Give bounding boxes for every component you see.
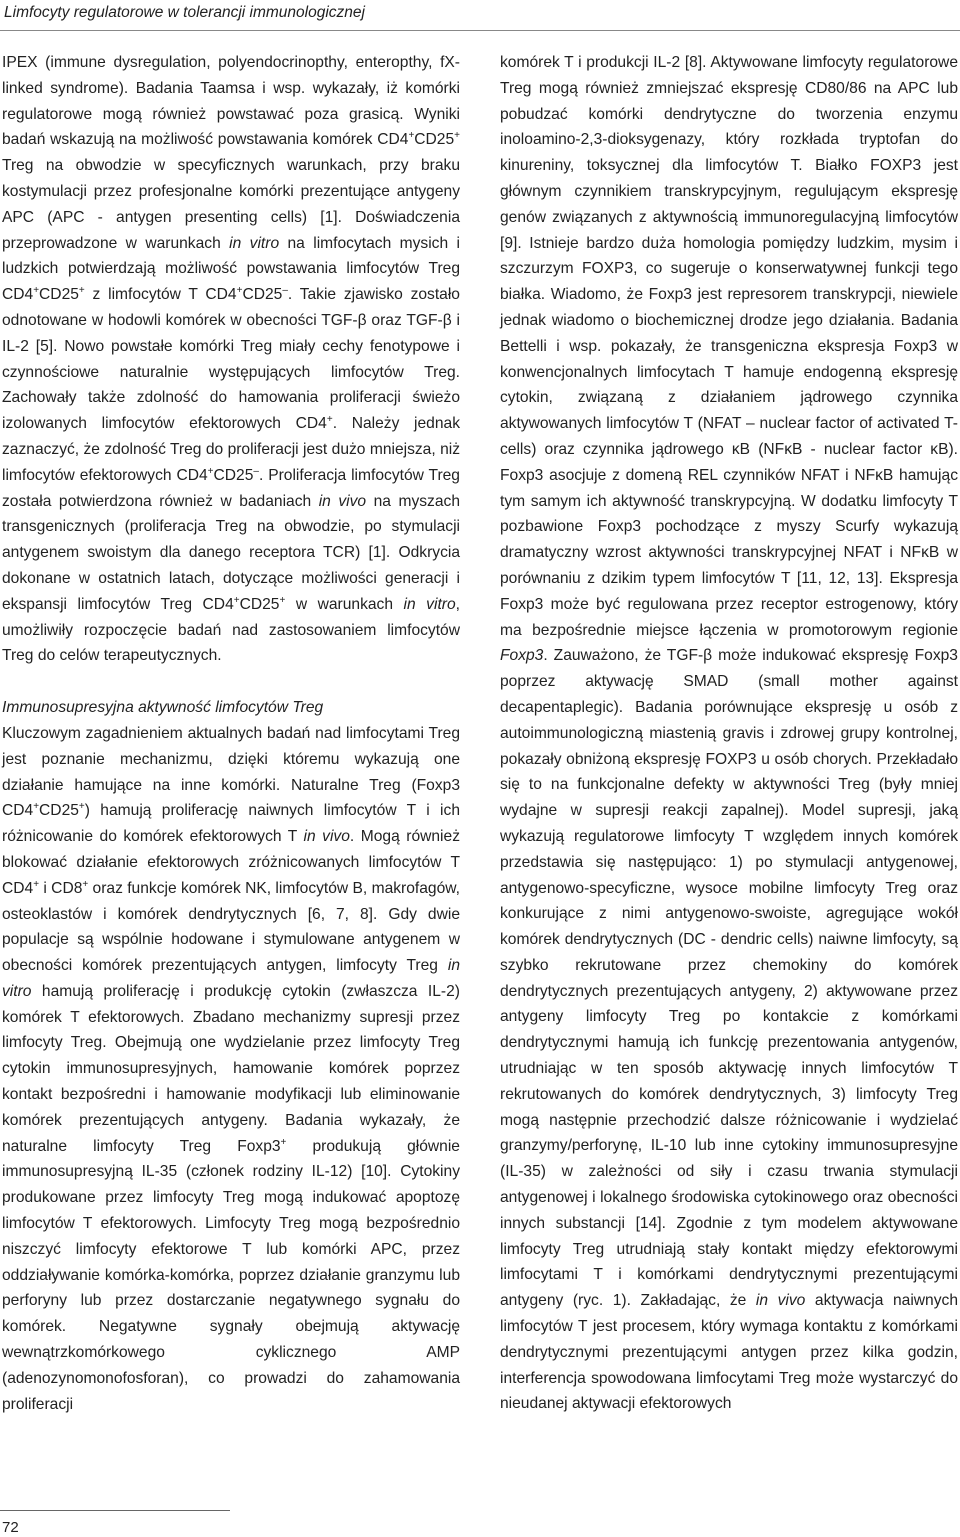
text-run: w warunkach (285, 595, 404, 613)
superscript-text: + (33, 878, 40, 890)
superscript-text: + (33, 284, 40, 296)
superscript-text: + (280, 1136, 287, 1148)
superscript-text: – (253, 465, 259, 477)
italic-text: in vivo (755, 1292, 806, 1310)
right-column (500, 50, 958, 1417)
superscript-text: + (207, 465, 214, 477)
text-run: produkują głównie immunosupresyjną IL-35 (członek rodziny IL-12) [10]. Cytokiny produkowane przez limfocyty Treg mogą indukować apoptozę limfocytów T efektorowych. Limfocyty Treg mogą bezpośrednio niszczyć limfocyty efektorowe T lub komórki APC, przez oddziaływanie komórka-komórka, poprzez działanie granzymu lub perforyny lub przez dostarczanie negatywnego sygnału do komórek. Negatywne sygnały obejmują aktywację wewnątrzkomórkowego cyklicznego AMP (adenozynomonofosforan), co prowadzi do zahamowania proliferacji (2, 1137, 460, 1413)
italic-text: Foxp3 (500, 647, 544, 665)
text-run: . Mogą również blokować działanie efektorowych zróżnicowanych limfocytów T CD4 (2, 828, 460, 897)
running-header: Limfocyty regulatorowe w tolerancji immunologicznej (4, 4, 365, 21)
text-run: na myszach transgenicznych (proliferacja Treg na obwodzie, po stymulacji antygenem swoistym dla danego receptora TCR) [1]. Odkrycia dokonane w ostatnich latach, dotyczące możliwości generacji i ekspansji limfocytów Treg CD4 (2, 492, 460, 613)
text-run: Treg na obwodzie w specyficznych warunkach, przy braku kostymulacji przez profesjonalne komórki prezentujące antygeny APC (APC - antygen presenting cells) [1]. Doświadczenia przeprowadzone w warunkach (2, 157, 460, 252)
text-run: . Zauważono, że TGF-β może indukować ekspresję Foxp3 poprzez aktywację SMAD (small mother against decapentaplegic). Badania porównujące ekspresję u osób z autoimmunologiczną miastenią gravis i zdrowej grupy kontrolnej, pokazały obniżoną ekspresję FOXP3 u osób chorych. Przekładało się to na funkcjonalne defekty w aktywności Treg (były mniej wydajne w supresji reakcji zapalnej). Model supresji, jaką wykazują regulatorowe limfocyty T względem innych komórek przedstawia się następująco: 1) po stymulacji antygenowej, antygenowo-specyficzne, wysoce mobilne limfocyty Treg oraz konkurujące z nimi antygenowo-swoiste, agregujące wokół komórek dendrytycznych (DC - dendric cells) naiwne limfocyty, są szybko rekrutowane przez chemokiny do komórek dendrytycznych prezentujących antygeny, 2) aktywowane przez antygeny limfocyty Treg po kontakcie z komórkami dendrytycznymi hamują ich funkcję prezentowania antygenów, utrudniając w ten sposób aktywację innych limfocytów T rekrutowanych do komórek dendrytycznych, 3) limfocyty Treg mogą następnie przechodzić dalsze różnicowanie i wydzielać granzymy/perforynę, IL-10 lub inne cytokiny immunosupresyjne (IL-35) w zależności od siły i czasu trwania stymulacji antygenowej i lokalnego środowiska cytokinowego oraz obecności innych substancji [14]. Zgodnie z tym modelem aktywowane limfocyty Treg utrudniają stały kontakt między efektorowymi limfocytami T i komórkami dendrytycznymi prezentującymi antygeny (ryc. 1). Zakładając, że (500, 647, 958, 1310)
superscript-text: + (78, 284, 85, 296)
text-run: ) hamują proliferację naiwnych limfocytów T i ich różnicowanie do komórek efektorowych T (2, 802, 460, 846)
superscript-text: + (82, 878, 89, 890)
text-run: CD25 (39, 286, 79, 304)
section-heading: Immunosupresyjna aktywność limfocytów Treg (2, 699, 324, 717)
italic-text: in vivo (303, 828, 350, 846)
text-run: na limfocytach mysich i ludzkich potwierdzają możliwość powstawania limfocytów Treg CD4 (2, 234, 460, 304)
text-run: Kluczowym zagadnieniem aktualnych badań nad limfocytami Treg jest poznanie mechanizmu, dzięki któremu wykazują one działanie hamujące na inne komórki. Naturalne Treg (Foxp3 CD4 (2, 724, 460, 820)
superscript-text: + (78, 801, 85, 813)
italic-text: in vitro (403, 595, 456, 613)
text-run: IPEX (immune dysregulation, polyendocrinopthy, enteropthy, fX-linked syndrome). Badania Taamsa i wsp. wykazały, iż komórki regulatorowe mogą również powstawać poza grasicą. Wyniki badań wskazują na możliwość powstawania komórek CD4 (2, 54, 460, 149)
body-paragraph (2, 50, 460, 669)
left-column (2, 50, 460, 1417)
superscript-text: + (233, 594, 240, 606)
text-run: CD25 (239, 595, 280, 613)
footer-rule (0, 1510, 230, 1511)
body-paragraph (500, 50, 958, 1417)
text-run: CD25 (414, 131, 455, 149)
text-run: CD25 (39, 802, 79, 820)
text-run: CD25 (213, 466, 254, 484)
header-rule (0, 30, 960, 31)
text-run: komórek T i produkcji IL-2 [8]. Aktywowane limfocyty regulatorowe Treg mogą również zmniejszać ekspresję CD80/86 na APC lub pobudzać komórki dendrytyczne do tworzenia enzymu inoloamino-2,3-dioksygenazy, który rozkłada tryptofan do kinureniny, toksycznej dla limfocytów T. Białko FOXP3 jest głównym czynnikiem transkrypcyjnym, regulującym ekspresję genów związanych z aktywnością immunoregulacyjną limfocytów [9]. Istnieje bardzo duża homologia pomiędzy ludzkim, mysim i szczurzym FOXP3, co sugeruje o konserwatywnej funkcji tego białka. Wiadomo, że Foxp3 jest represorem transkrypcji, niewiele jednak wiadomo o biochemicznej drodze jego działania. Badania Bettelli i wsp. pokazały, że transgeniczna ekspresja Foxp3 w konwencjonalnych limfocytach T hamuje endogenną ekspresję cytokin, związaną z działaniem jądrowego czynnika aktywowanych limfocytów T (NFAT – nuclear factor of activated T-cells) oraz czynnika jądrowego κB (NFκB - nuclear factor κB). Foxp3 asocjuje z domeną REL czynników NFAT i NFκB hamując tym samym ich aktywność transkrypcyjną. W dodatku limfocyty T pozbawione Foxp3 pochodzące z myszy Scurfy wykazują dramatyczny wzrost aktywności transkrypcyjnej NFAT i NFκB w porównaniu z dzikim typem limfocytów T [11, 12, 13]. Ekspresja Foxp3 może być regulowana przez receptor estrogenowy, który ma bezpośrednie miejsce łączenia w promotorowym regionie (500, 54, 958, 639)
text-run: i CD8 (39, 879, 83, 897)
text-run: aktywacja naiwnych limfocytów T jest procesem, który wymaga kontaktu z komórkami dendrytycznymi prezentującymi antygen przez kilka godzin, interferencja spowodowana limfocytami Treg może wystarczyć do nieudanej aktywacji efektorowych (500, 1292, 958, 1413)
text-run: oraz funkcje komórek NK, limfocytów B, makrofagów, osteoklastów i komórek dendrytycznych [6, 7, 8]. Gdy dwie populacje są wspólnie hodowane i stymulowane antygenem w obecności komórek prezentujących antygen, limfocyty Treg (2, 879, 461, 975)
text-run: , umożliwiły rozpoczęcie badań nad zastosowaniem limfocytów Treg do celów terapeutycznych. (2, 595, 460, 665)
text-run: . Takie zjawisko zostało odnotowane w hodowli komórek w obecności TGF-β oraz TGF-β i IL-2 [5]. Nowo powstałe komórki Treg miały cechy fenotypowe i czynnościowe naturalnie występujących limfocytów Treg. Zachowały także zdolność do hamowania proliferacji świeżo izolowanych limfocytów efektorowych CD4 (2, 286, 460, 433)
text-run: . Proliferacja limfocytów Treg została potwierdzona również w badaniach (2, 466, 460, 510)
superscript-text: + (454, 130, 460, 142)
text-run: . Należy jednak zaznaczyć, że zdolność Treg do proliferacji jest dużo mniejsza, niż limfocytów efektorowych CD4 (2, 415, 460, 484)
superscript-text: + (408, 130, 415, 142)
superscript-text: – (282, 284, 288, 296)
superscript-text: + (326, 413, 333, 425)
section-paragraph (2, 721, 460, 1418)
superscript-text: + (279, 594, 286, 606)
superscript-text: + (33, 801, 40, 813)
page-number: 72 (2, 1519, 19, 1536)
italic-text: in vivo (318, 492, 367, 510)
italic-text: in vitro (229, 234, 280, 252)
text-run: z limfocytów T CD4 (84, 286, 237, 304)
text-run: hamują proliferację i produkcję cytokin (zwłaszcza IL-2) komórek T efektorowych. Zbadano mechanizmy supresji przez limfocyty Treg. Obejmują one wydzielanie przez limfocyty Treg cytokin immunosupresyjnych, hamowanie komórek poprzez kontakt bezpośredni i hamowanie modyfikacji lub eliminowanie komórek prezentujących antygeny. Badania wykazały, że naturalne limfocyty Treg Foxp3 (2, 982, 460, 1155)
italic-text: in vitro (2, 957, 460, 1000)
superscript-text: + (236, 284, 243, 296)
text-run: CD25 (242, 286, 283, 304)
